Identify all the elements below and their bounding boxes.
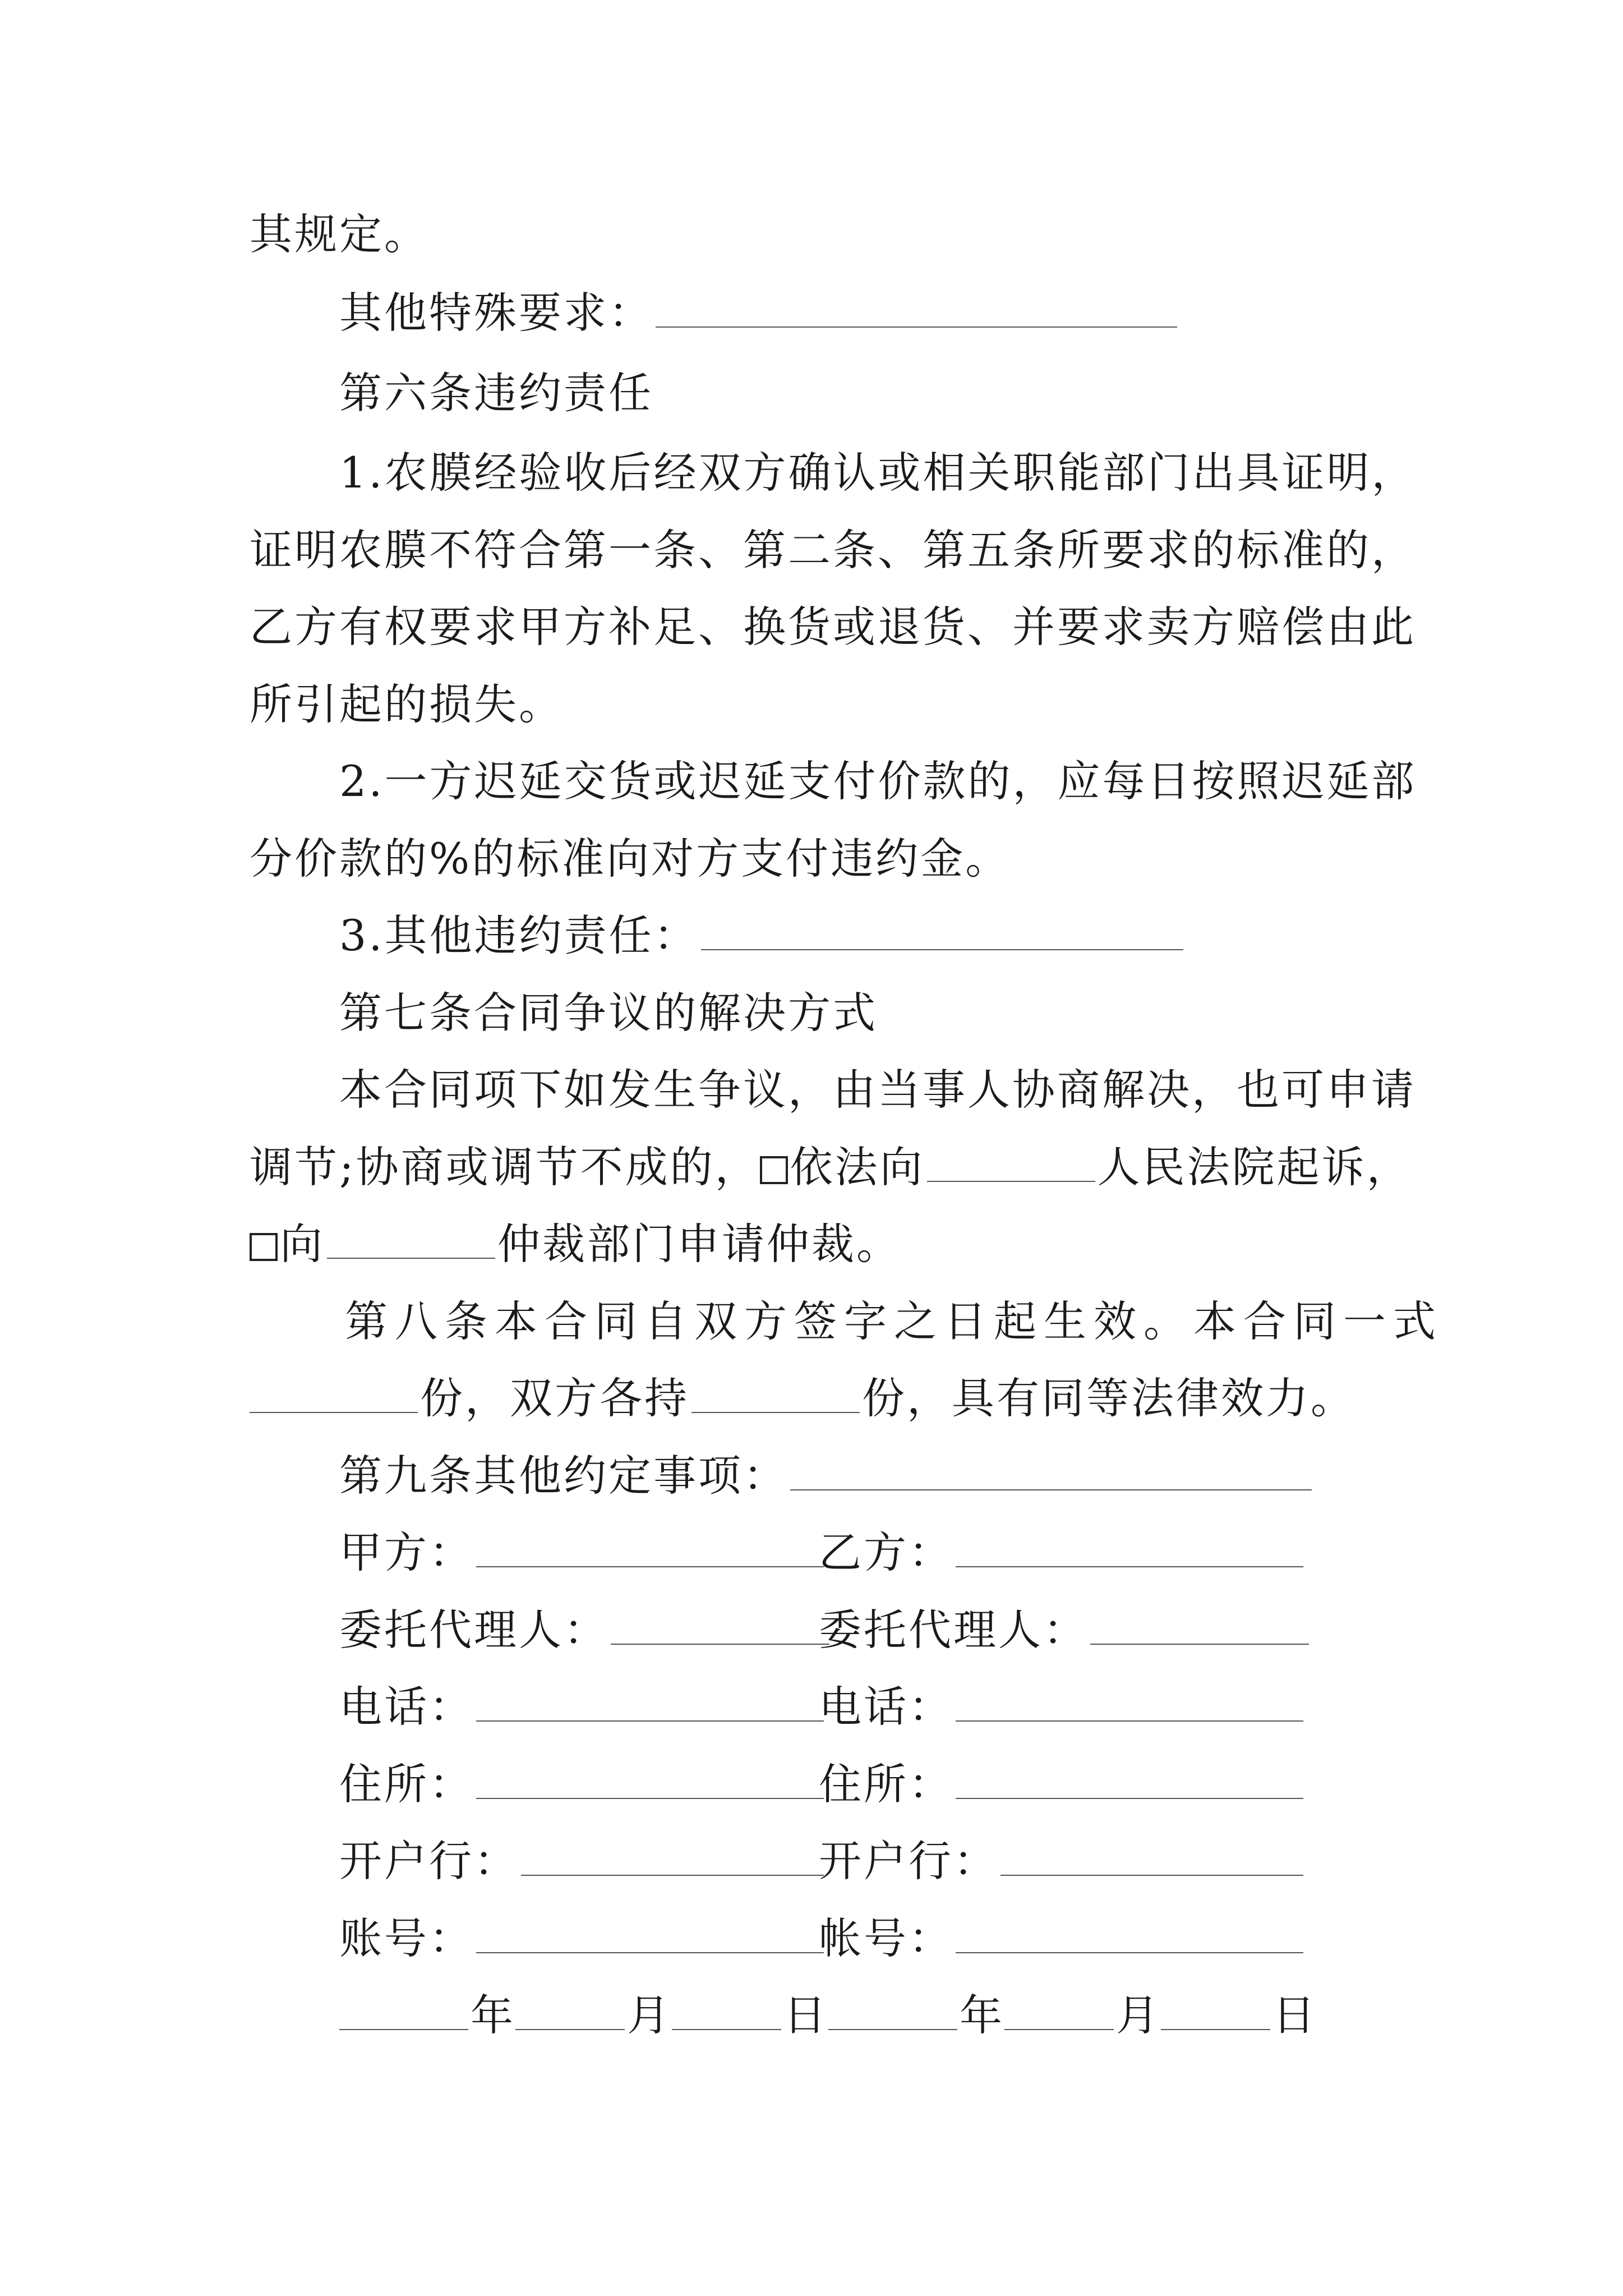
text-line: 证明农膜不符合第一条、第二条、第五条所要求的标准的， <box>250 525 1416 575</box>
copies-each-blank <box>691 1376 860 1413</box>
dispute-text: 调节;协商或调节不成的， <box>250 1142 760 1192</box>
dispute-line <box>250 1140 1412 1194</box>
text-line: 1.农膜经验收后经双方确认或相关职能部门出具证明， <box>339 448 1417 498</box>
other-liability-line <box>339 909 1186 963</box>
party-a-blank <box>476 1530 824 1567</box>
phone-b-blank <box>956 1685 1303 1722</box>
copies-text: 份，双方各持 <box>420 1373 689 1423</box>
day-a-blank <box>672 1993 781 2030</box>
account-b-label: 帐号： <box>819 1913 953 1963</box>
month-b-blank <box>1004 1993 1114 2030</box>
text-line: 本合同项下如发生争议，由当事人协商解决，也可申请 <box>339 1065 1416 1115</box>
day-b-label: 日 <box>1272 1990 1315 2040</box>
day-b-blank <box>1161 1993 1270 2030</box>
bank-b-blank <box>1000 1839 1303 1876</box>
month-b-label: 月 <box>1116 1990 1159 2040</box>
text-line: 2.一方迟延交货或迟延支付价款的，应每日按照迟延部 <box>339 756 1417 806</box>
party-b-blank <box>956 1530 1303 1567</box>
month-a-label: 月 <box>627 1990 670 2040</box>
address-a-blank <box>476 1762 824 1799</box>
phone-a-label: 电话： <box>339 1682 474 1732</box>
bank-a-label: 开户行： <box>339 1836 519 1886</box>
court-suffix: 人民法院起诉， <box>1097 1142 1412 1192</box>
text-line: 第八条本合同自双方签字之日起生效。本合同一式 <box>345 1296 1443 1346</box>
signature-row-agent <box>339 1603 1088 1657</box>
copies-suffix: 份，具有同等法律效力。 <box>862 1373 1355 1423</box>
year-a-blank <box>339 1993 468 2030</box>
other-terms-label: 第九条其他约定事项： <box>339 1451 788 1501</box>
court-checkbox[interactable] <box>760 1156 788 1184</box>
agent-b-label: 委托代理人： <box>819 1605 1088 1655</box>
year-b-label: 年 <box>960 1990 1002 2040</box>
agent-a-label: 委托代理人： <box>339 1605 608 1655</box>
month-a-blank <box>515 1993 625 2030</box>
text-line: 分价款的%的标准向对方支付违约金。 <box>250 834 1011 884</box>
text-line: 乙方有权要求甲方补足、换货或退货、并要求卖方赔偿由此 <box>250 602 1416 652</box>
bank-a-blank <box>521 1839 824 1876</box>
other-terms-blank <box>790 1453 1312 1490</box>
section-heading: 第七条合同争议的解决方式 <box>339 988 878 1038</box>
address-b-label: 住所： <box>819 1759 953 1809</box>
signature-date-row <box>339 1989 1315 2042</box>
agent-b-blank <box>1090 1608 1309 1645</box>
party-a-label: 甲方： <box>339 1527 474 1577</box>
party-b-label: 乙方： <box>819 1527 953 1577</box>
phone-a-blank <box>476 1685 824 1722</box>
year-b-blank <box>828 1993 957 2030</box>
text-line: 所引起的损失。 <box>250 679 564 729</box>
address-b-blank <box>956 1762 1303 1799</box>
arbitration-checkbox[interactable] <box>250 1233 278 1261</box>
court-text: 依法向 <box>790 1142 925 1192</box>
copies-line <box>250 1372 1355 1425</box>
court-blank <box>927 1145 1095 1182</box>
special-requirements-blank <box>656 291 1177 328</box>
arbitration-text: 向 <box>280 1219 325 1269</box>
phone-b-label: 电话： <box>819 1682 953 1732</box>
other-liability-blank <box>701 913 1183 950</box>
arbitration-line <box>250 1217 901 1271</box>
special-requirements-line <box>339 286 1179 340</box>
copies-blank <box>250 1376 418 1413</box>
signature-row-phone <box>339 1680 953 1734</box>
year-a-label: 年 <box>471 1990 513 2040</box>
section-heading: 第六条违约责任 <box>339 368 653 418</box>
signature-row-account <box>339 1912 953 1966</box>
arbitration-suffix: 仲裁部门申请仲裁。 <box>497 1219 901 1269</box>
arbitration-blank <box>327 1222 495 1259</box>
agent-a-blank <box>611 1608 829 1645</box>
bank-b-label: 开户行： <box>819 1836 998 1886</box>
signature-row-bank <box>339 1834 998 1888</box>
day-a-label: 日 <box>783 1990 826 2040</box>
address-a-label: 住所： <box>339 1759 474 1809</box>
account-a-blank <box>476 1916 824 1953</box>
account-b-blank <box>956 1916 1303 1953</box>
special-requirements-label: 其他特殊要求： <box>339 288 653 338</box>
other-liability-label: 3.其他违约责任： <box>339 910 699 960</box>
other-terms-line <box>339 1449 1314 1503</box>
signature-row-address <box>339 1757 953 1811</box>
account-a-label: 账号： <box>339 1913 474 1963</box>
text-line: 其规定。 <box>250 209 429 259</box>
signature-row-party <box>339 1526 953 1580</box>
